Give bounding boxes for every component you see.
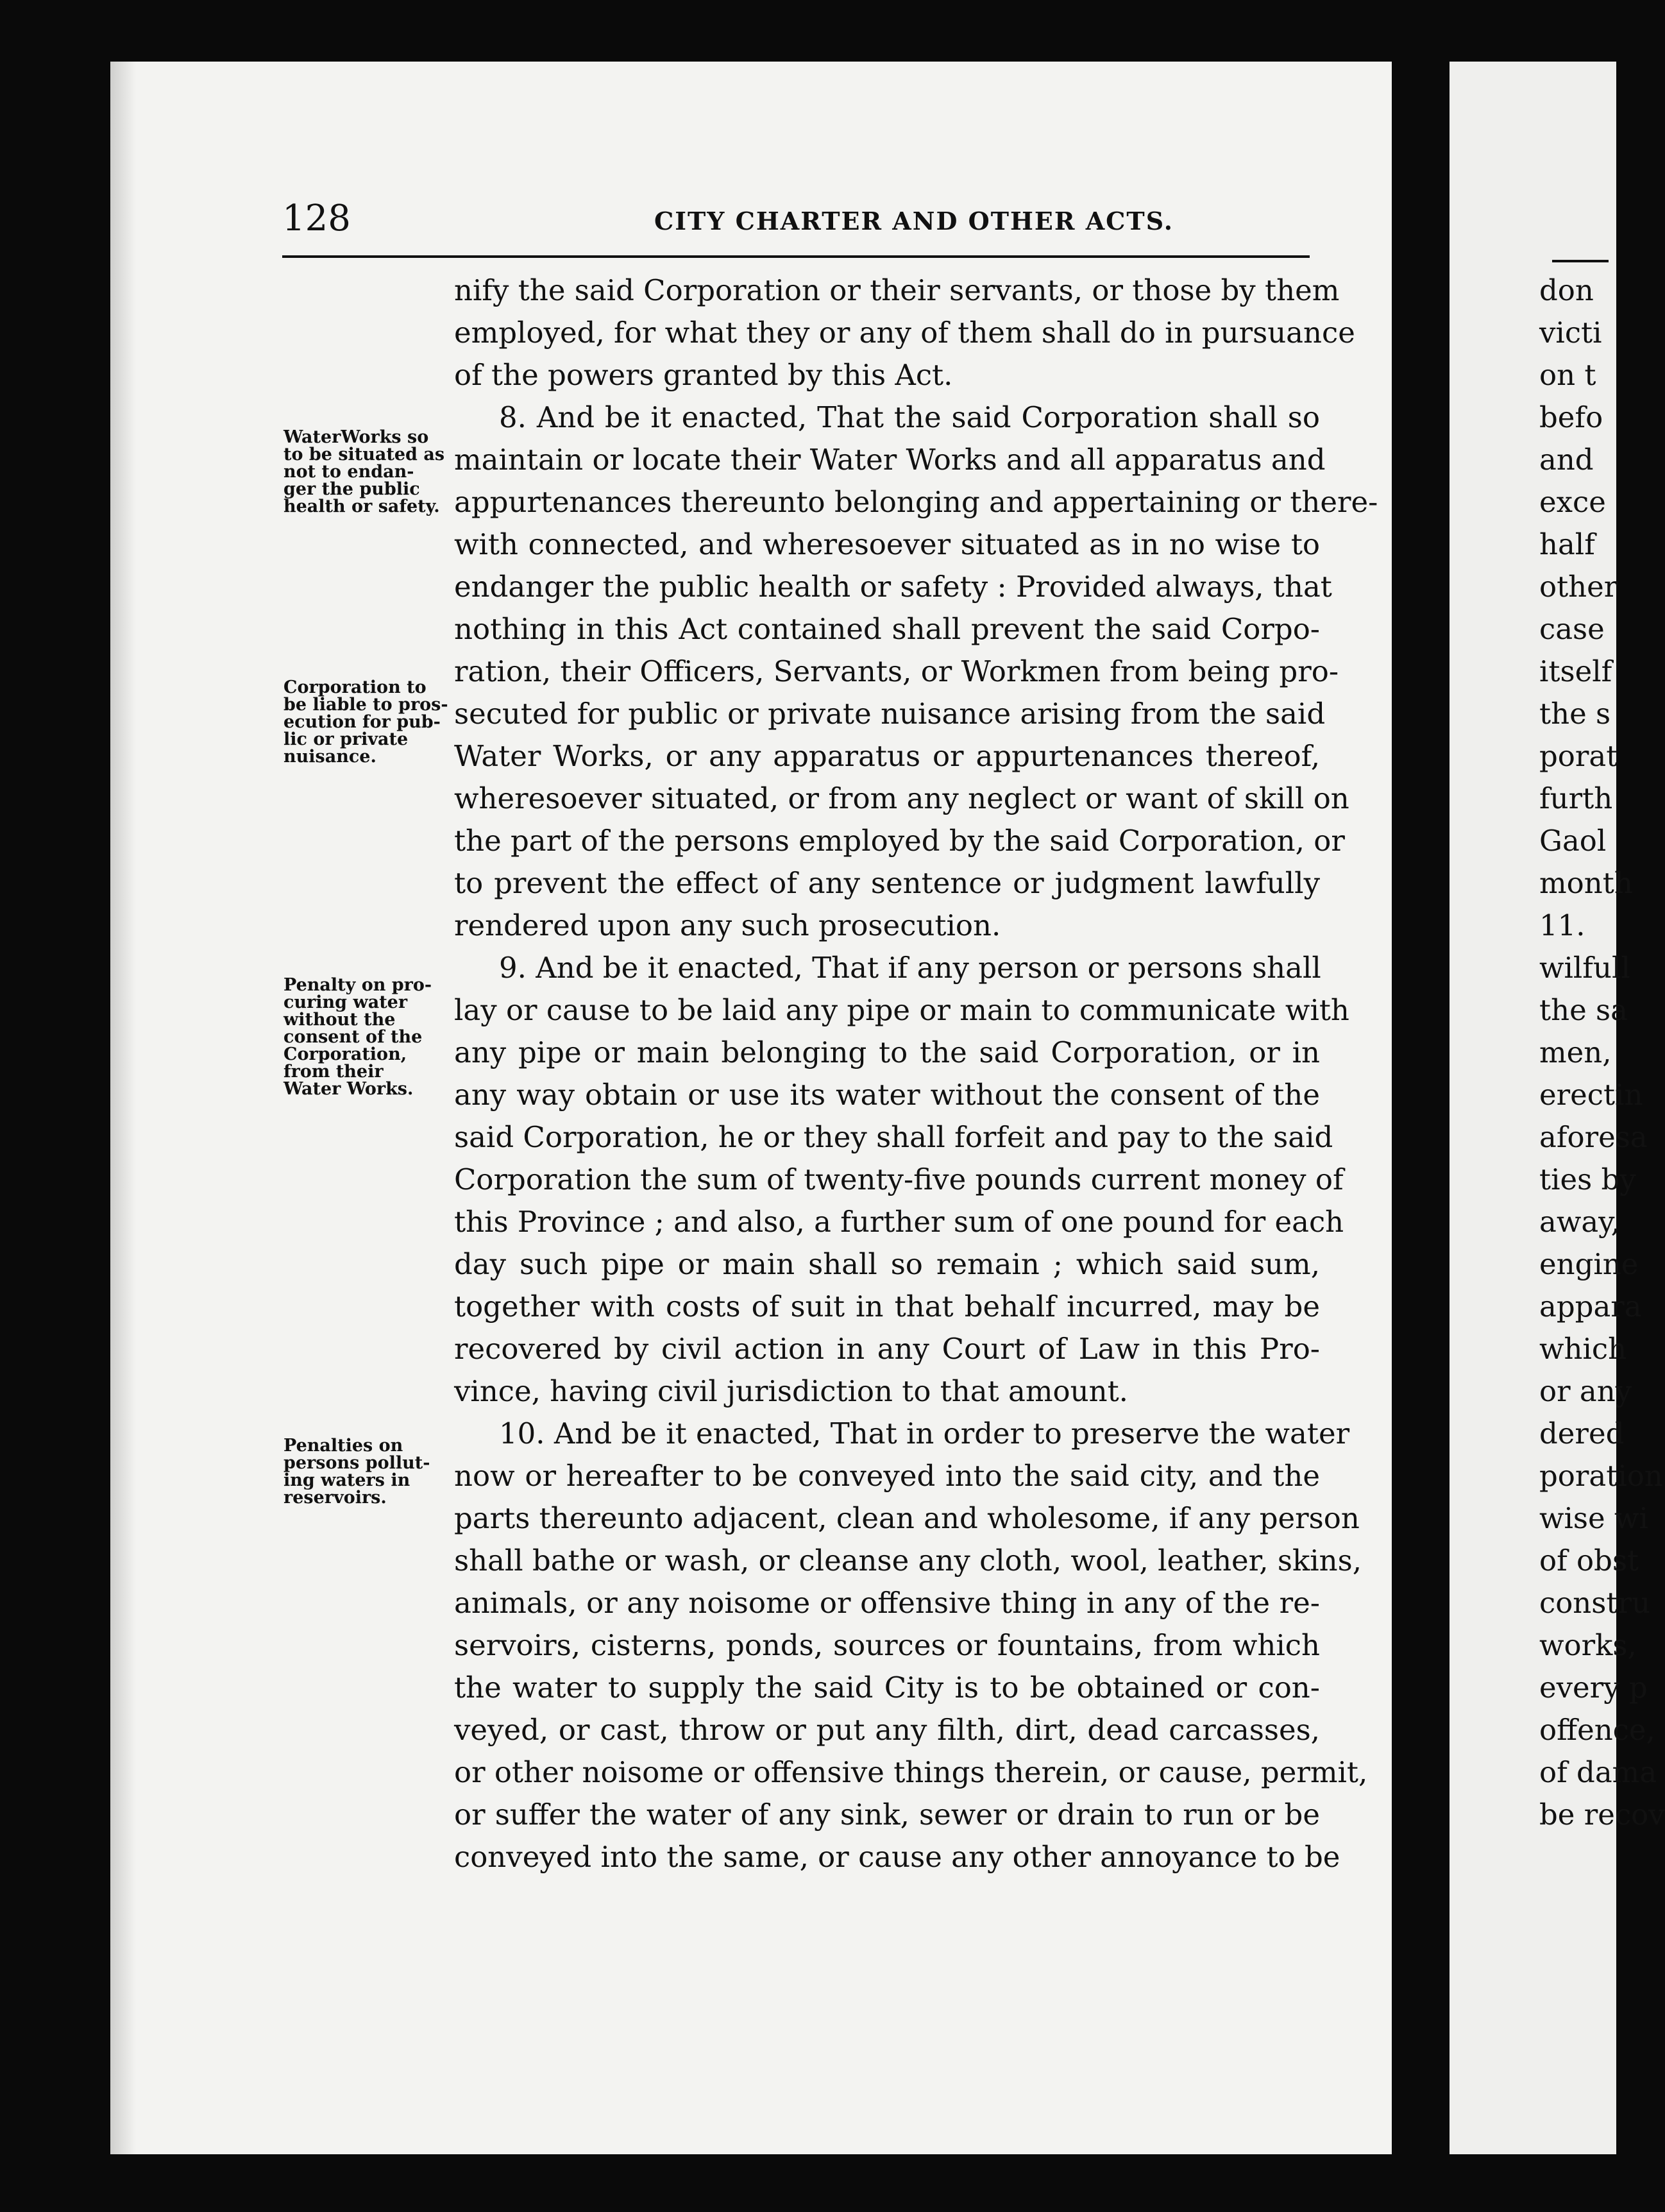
body-line: lay or cause to be laid any pipe or main to communicate with [454, 993, 1349, 1027]
facing-line: don [1539, 273, 1594, 307]
marginal-line: Corporation, [283, 1044, 407, 1064]
body-line: any way obtain or use its water without the consent of the [454, 1078, 1320, 1112]
body-line: day such pipe or main shall so remain ; which said sum, [454, 1247, 1320, 1281]
body-line: secuted for public or private nuisance arising from the said [454, 697, 1326, 731]
facing-page-text [1539, 269, 1665, 1836]
facing-line: the sa [1539, 993, 1628, 1027]
body-line: with connected, and wheresoever situated as in no wise to [454, 527, 1320, 561]
body-line: ration, their Officers, Servants, or Workmen from being pro- [454, 654, 1339, 688]
marginal-line: ecution for pub- [283, 712, 441, 732]
section-9-start: 9. And be it enacted, That if any person or persons shall [499, 951, 1321, 985]
facing-line: wise wi [1539, 1501, 1648, 1535]
facing-line: engine [1539, 1247, 1639, 1281]
running-head [282, 198, 1308, 242]
facing-line: constru [1539, 1586, 1650, 1620]
facing-line: offence, [1539, 1713, 1655, 1747]
marginal-note-penalties-polluting [283, 1437, 452, 1506]
marginal-line: from their [283, 1062, 384, 1082]
body-line: servoirs, cisterns, ponds, sources or fountains, from which [454, 1628, 1320, 1662]
body-line: parts thereunto adjacent, clean and wholesome, if any person [454, 1501, 1360, 1535]
body-line: any pipe or main belonging to the said Corporation, or in [454, 1035, 1320, 1069]
body-line: or suffer the water of any sink, sewer or drain to run or be [454, 1798, 1320, 1832]
facing-line: exce [1539, 485, 1606, 519]
facing-line: furth [1539, 781, 1613, 815]
marginal-line: curing water [283, 992, 408, 1012]
marginal-line: Penalties on [283, 1436, 403, 1456]
body-line: rendered upon any such prosecution. [454, 908, 1001, 942]
header-rule [282, 255, 1310, 258]
body-line: or other noisome or offensive things therein, or cause, permit, [454, 1755, 1368, 1789]
body-line: appurtenances thereunto belonging and appertaining or there- [454, 485, 1378, 519]
marginal-note-penalty-procuring-water [283, 976, 452, 1098]
running-title: CITY CHARTER AND OTHER ACTS. [654, 207, 1174, 235]
marginal-line: health or safety. [283, 497, 440, 516]
facing-line: appara [1539, 1289, 1642, 1323]
body-line: employed, for what they or any of them shall do in pursuance [454, 316, 1355, 350]
facing-line: and [1539, 443, 1594, 477]
body-line: together with costs of suit in that behalf incurred, may be [454, 1289, 1320, 1323]
facing-line: half [1539, 527, 1595, 561]
facing-line: wilfull [1539, 951, 1630, 985]
facing-line: other [1539, 570, 1618, 604]
facing-line: of dama [1539, 1755, 1657, 1789]
facing-line: porat [1539, 739, 1618, 773]
marginal-note-corporation-liable [283, 679, 452, 765]
body-line: now or hereafter to be conveyed into the said city, and the [454, 1459, 1320, 1493]
body-line: of the powers granted by this Act. [454, 358, 953, 392]
facing-line: 11. [1539, 908, 1585, 942]
body-line: recovered by civil action in any Court of Law in this Pro- [454, 1332, 1320, 1366]
facing-line: erectin [1539, 1078, 1643, 1112]
marginal-line: ger the public [283, 479, 420, 499]
body-line: animals, or any noisome or offensive thing in any of the re- [454, 1586, 1320, 1620]
marginal-note-water-works [283, 429, 452, 515]
facing-line: which [1539, 1332, 1627, 1366]
facing-line: befo [1539, 400, 1603, 434]
section-10-start: 10. And be it enacted, That in order to preserve the water [499, 1417, 1350, 1451]
marginal-line: to be situated as [283, 445, 445, 464]
facing-line: month [1539, 866, 1633, 900]
facing-line: victi [1539, 316, 1602, 350]
marginal-line: Corporation to [283, 677, 427, 697]
facing-page-rule [1552, 260, 1609, 262]
body-text [454, 269, 1378, 1878]
facing-line: itself [1539, 654, 1612, 688]
body-line: Water Works, or any apparatus or appurtenances thereof, [454, 739, 1320, 773]
body-line: shall bathe or wash, or cleanse any cloth, wool, leather, skins, [454, 1544, 1362, 1578]
body-line: nify the said Corporation or their servants, or those by them [454, 273, 1340, 307]
body-line: veyed, or cast, throw or put any filth, dirt, dead carcasses, [454, 1713, 1320, 1747]
body-line: conveyed into the same, or cause any other annoyance to be [454, 1840, 1340, 1874]
facing-line: Gaol [1539, 824, 1607, 858]
marginal-line: nuisance. [283, 747, 376, 767]
body-line: to prevent the effect of any sentence or judgment lawfully [454, 866, 1320, 900]
facing-line: of obst [1539, 1544, 1639, 1578]
facing-line: the s [1539, 697, 1611, 731]
facing-line: aforesa [1539, 1120, 1648, 1154]
marginal-line: consent of the [283, 1027, 423, 1047]
body-line: the water to supply the said City is to be obtained or con- [454, 1671, 1320, 1705]
marginal-line: reservoirs. [283, 1488, 387, 1508]
facing-line: or any [1539, 1374, 1632, 1408]
marginal-line: persons pollut- [283, 1453, 430, 1473]
marginal-line: lic or private [283, 729, 409, 749]
facing-line: works, [1539, 1628, 1637, 1662]
marginal-line: ing waters in [283, 1470, 410, 1490]
facing-line: every p [1539, 1671, 1648, 1705]
facing-line: be recov [1539, 1798, 1665, 1832]
body-line: vince, having civil jurisdiction to that amount. [454, 1374, 1128, 1408]
facing-line: dered [1539, 1417, 1625, 1451]
body-line: Corporation the sum of twenty-five pounds current money of [454, 1162, 1344, 1196]
marginal-line: Water Works. [283, 1079, 414, 1099]
marginal-line: not to endan- [283, 462, 414, 482]
marginal-line: WaterWorks so [283, 427, 429, 447]
marginal-line: be liable to pros- [283, 695, 448, 715]
page-gutter-shadow [110, 62, 136, 2154]
facing-line: poration [1539, 1459, 1663, 1493]
section-8-start: 8. And be it enacted, That the said Corporation shall so [499, 400, 1320, 434]
marginal-line: Penalty on pro- [283, 975, 432, 995]
body-line: the part of the persons employed by the said Corporation, or [454, 824, 1345, 858]
page-number: 128 [282, 198, 351, 239]
marginal-line: without the [283, 1010, 396, 1030]
body-line: wheresoever situated, or from any neglect or want of skill on [454, 781, 1349, 815]
body-line: said Corporation, he or they shall forfeit and pay to the said [454, 1120, 1333, 1154]
facing-line: men, [1539, 1035, 1612, 1069]
body-line: maintain or locate their Water Works and all apparatus and [454, 443, 1326, 477]
body-line: nothing in this Act contained shall prevent the said Corpo- [454, 612, 1320, 646]
facing-line: on t [1539, 358, 1596, 392]
facing-line: case [1539, 612, 1605, 646]
body-line: endanger the public health or safety : Provided always, that [454, 570, 1332, 604]
body-line: this Province ; and also, a further sum of one pound for each [454, 1205, 1344, 1239]
facing-line: ties by [1539, 1162, 1636, 1196]
facing-line: away, [1539, 1205, 1620, 1239]
